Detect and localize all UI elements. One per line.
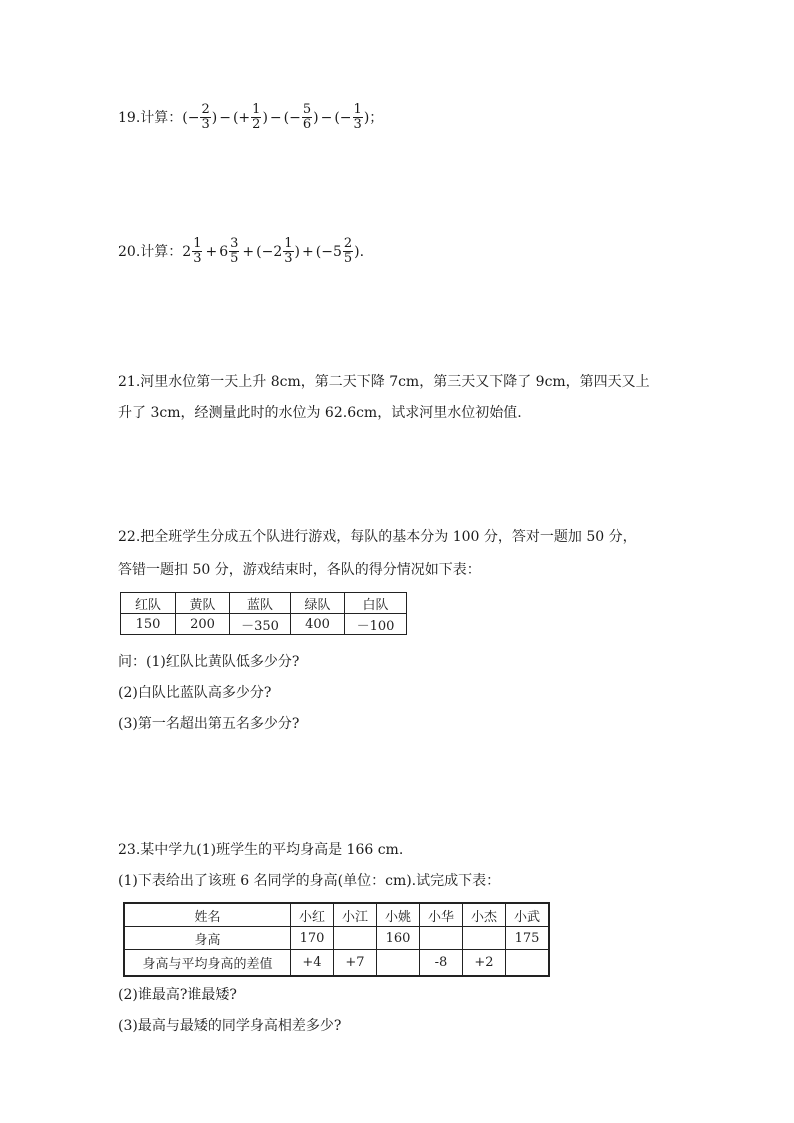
table-cell: 小武: [506, 903, 550, 927]
table-row: [121, 614, 407, 635]
question-23-line-1: 23.某中学九(1)班学生的平均身高是 166 cm.: [118, 842, 404, 858]
table-cell: 绿队: [291, 593, 345, 614]
table-cell: 小红: [291, 903, 334, 927]
mixed-number: 5 $\frac{2}{5}$: [332, 236, 353, 266]
table-cell: 小江: [334, 903, 377, 927]
table-cell: 黄队: [176, 593, 230, 614]
q20-prefix: 20.计算：: [118, 243, 183, 260]
table-cell: +4: [291, 950, 334, 977]
table-cell: －350: [230, 614, 291, 635]
table-cell: 身高: [124, 927, 291, 950]
question-20: 20.计算： 2 $\frac{1}{3}$ + 6 $\frac{3}{5}$ + (− 2 $\frac{1}{3}$ ) + (− 5 $\frac{2}{5}$ ) .: [118, 236, 365, 266]
table-cell: 200: [176, 614, 230, 635]
table-cell: [463, 927, 506, 950]
table-row: [121, 593, 407, 614]
table-cell: －100: [345, 614, 407, 635]
mixed-number: 2 $\frac{1}{3}$: [182, 236, 202, 266]
table-cell: [420, 927, 463, 950]
table-row: [124, 927, 549, 950]
question-22-line-2: 答错一题扣 50 分，游戏结束时，各队的得分情况如下表：: [118, 562, 481, 578]
question-22-sub-2: (2)白队比蓝队高多少分?: [118, 685, 272, 701]
fraction: $\frac{1}{2}$: [252, 102, 261, 132]
q19-prefix: 19.计算：: [118, 109, 183, 126]
table-cell: 160: [377, 927, 420, 950]
table-cell: [506, 950, 550, 977]
question-21-line-2: 升了 3cm，经测量此时的水位为 62.6cm，试求河里水位初始值.: [118, 405, 522, 421]
table-cell: [334, 927, 377, 950]
table-cell: 170: [291, 927, 334, 950]
question-22-sub-3: (3)第一名超出第五名多少分?: [118, 716, 300, 732]
table-row: [124, 903, 549, 927]
table-cell: 400: [291, 614, 345, 635]
table-cell: +2: [463, 950, 506, 977]
table-cell: 白队: [345, 593, 407, 614]
mixed-number: 2 $\frac{1}{3}$: [273, 236, 293, 266]
table-cell: [377, 950, 420, 977]
table-cell: 身高与平均身高的差值: [124, 950, 291, 977]
table-cell: 红队: [121, 593, 176, 614]
question-22-line-1: 22.把全班学生分成五个队进行游戏，每队的基本分为 100 分，答对一题加 50 分，: [118, 529, 637, 545]
table-cell: -8: [420, 950, 463, 977]
team-score-table: [120, 592, 407, 635]
mixed-number: 6 $\frac{3}{5}$: [219, 236, 239, 266]
fraction: $\frac{1}{3}$: [353, 102, 362, 132]
height-table: [123, 902, 550, 977]
question-23-line-2: (1)下表给出了该班 6 名同学的身高(单位：cm).试完成下表：: [118, 873, 501, 889]
question-23-sub-3: (3)最高与最矮的同学身高相差多少?: [118, 1018, 342, 1034]
question-19: 19.计算： (− $\frac{2}{3}$ ) − (+ $\frac{1}{2}$ ) − (− $\frac{5}{6}$ ) − (− $\frac{1}{3}$ ) ；: [118, 102, 384, 132]
table-cell: 150: [121, 614, 176, 635]
question-23-sub-2: (2)谁最高?谁最矮?: [118, 987, 237, 1003]
table-row: [124, 950, 549, 977]
question-21-line-1: 21.河里水位第一天上升 8cm，第二天下降 7cm，第三天又下降了 9cm，第四天又上: [118, 374, 650, 390]
table-cell: 蓝队: [230, 593, 291, 614]
table-cell: 小华: [420, 903, 463, 927]
table-cell: 小姚: [377, 903, 420, 927]
table-cell: +7: [334, 950, 377, 977]
table-cell: 姓名: [124, 903, 291, 927]
fraction: $\frac{5}{6}$: [302, 102, 312, 132]
question-22-sub-1: 问：(1)红队比黄队低多少分?: [118, 654, 300, 670]
table-cell: 175: [506, 927, 550, 950]
table-cell: 小杰: [463, 903, 506, 927]
fraction: $\frac{2}{3}$: [201, 102, 210, 132]
